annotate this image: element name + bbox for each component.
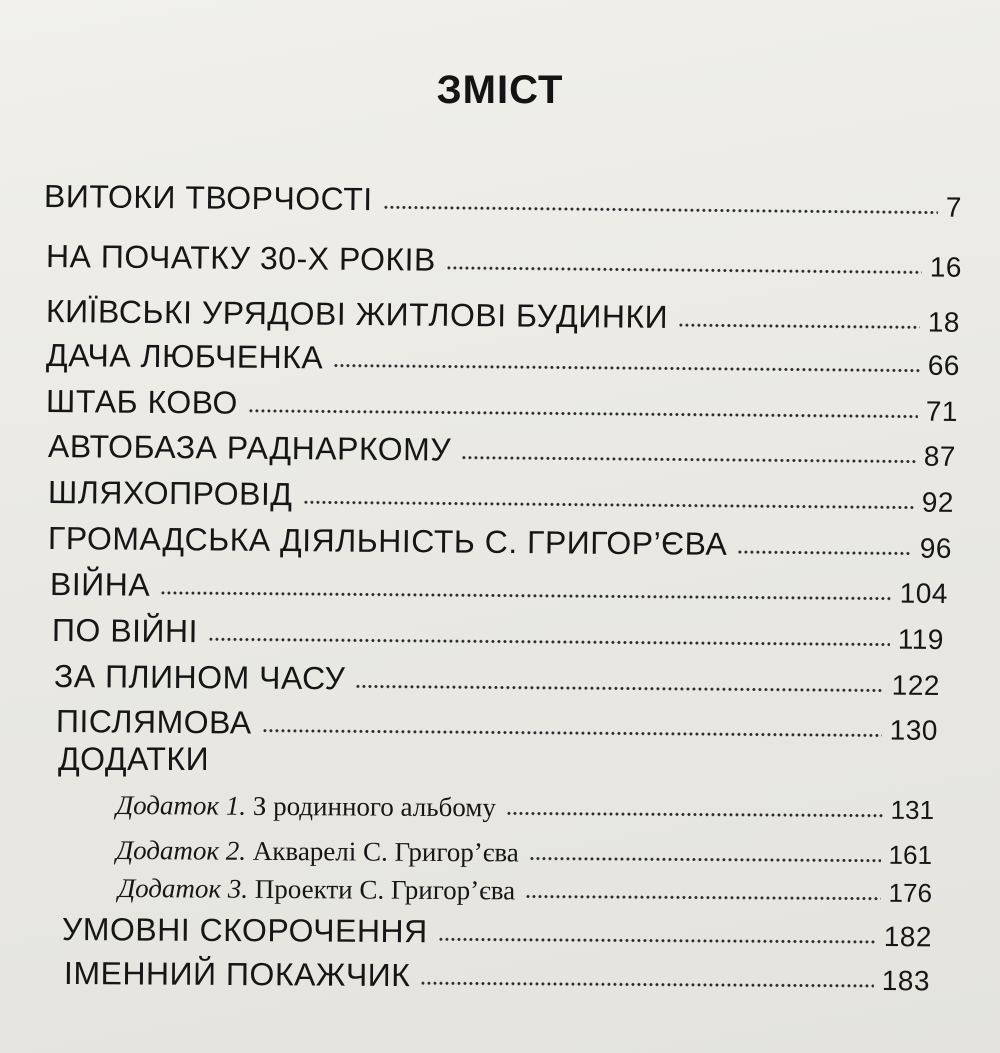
dot-leader xyxy=(525,891,881,903)
toc-entry-title: УМОВНІ СКОРОЧЕННЯ xyxy=(61,911,428,950)
toc-entry xyxy=(48,428,956,473)
toc-entry xyxy=(44,178,962,224)
dot-leader xyxy=(737,547,912,559)
dot-leader xyxy=(529,854,881,866)
toc-entry xyxy=(50,566,948,610)
dot-leader xyxy=(383,202,938,217)
toc-entry xyxy=(48,520,952,565)
toc-entry-title: ВІЙНА xyxy=(49,566,151,603)
appendix-heading: ДОДАТКИ xyxy=(58,741,210,777)
dot-leader xyxy=(248,406,918,422)
toc-entry xyxy=(46,238,962,284)
toc-entry-page: 182 xyxy=(883,921,933,953)
toc-entry-title: ІМЕННИЙ ПОКАЖЧИК xyxy=(63,955,411,994)
toc-entry-title: ПО ВІЙНІ xyxy=(51,612,199,650)
appendix-entry-prefix: Додаток 3. xyxy=(117,873,249,904)
dot-leader xyxy=(438,934,876,947)
toc-entry-page: 16 xyxy=(929,251,963,283)
appendix-entry-page: 161 xyxy=(888,839,933,870)
toc-entry-page: 96 xyxy=(919,532,953,564)
toc-entry-title: КИЇВСЬКІ УРЯДОВІ ЖИТЛОВІ БУДИНКИ xyxy=(45,293,669,335)
appendix-entry-title xyxy=(118,873,515,906)
toc-entry-title: ЗА ПЛИНОМ ЧАСУ xyxy=(53,658,346,697)
toc-entry xyxy=(64,955,930,997)
appendix-entry-page: 176 xyxy=(888,877,933,908)
toc-entry xyxy=(62,911,932,953)
toc-entry-page: 87 xyxy=(923,440,957,472)
toc-entry-title: ВИТОКИ ТВОРЧОСТІ xyxy=(43,178,373,218)
toc-entry-page: 92 xyxy=(921,486,955,518)
dot-leader xyxy=(678,320,920,332)
toc-entry-title: ПІСЛЯМОВА xyxy=(55,703,252,741)
appendix-entry-prefix: Додаток 1. xyxy=(115,790,247,821)
toc-entry xyxy=(54,658,940,702)
appendix-entry-page: 131 xyxy=(890,794,935,825)
toc-entry-title: ШЛЯХОПРОВІД xyxy=(47,474,293,513)
toc-entry-page: 122 xyxy=(891,669,941,701)
dot-leader xyxy=(262,726,882,741)
toc-entry xyxy=(52,612,944,656)
appendix-entry xyxy=(116,790,934,826)
toc-entry-title: ДАЧА ЛЮБЧЕНКА xyxy=(45,337,324,376)
toc-entry-page: 66 xyxy=(927,349,961,381)
appendix-entry-title xyxy=(116,835,519,868)
toc-entry xyxy=(46,293,960,339)
dot-leader xyxy=(302,497,913,512)
toc-entry-title: ШТАБ КОВО xyxy=(45,383,239,421)
toc-entry-page: 104 xyxy=(899,577,949,610)
dot-leader xyxy=(333,361,920,376)
toc-entry-page: 119 xyxy=(897,623,945,656)
toc-entry-page: 71 xyxy=(925,395,959,427)
appendix-entry-label: Акварелі С. Григор’єва xyxy=(252,835,519,868)
toc-entry-title: АВТОБАЗА РАДНАРКОМУ xyxy=(47,428,452,468)
dot-leader xyxy=(355,681,883,695)
toc-entry-page: 7 xyxy=(945,191,963,223)
toc-entry-title: ГРОМАДСЬКА ДІЯЛЬНІСТЬ С. ГРИГОР’ЄВА xyxy=(47,520,728,562)
dot-leader xyxy=(461,453,916,467)
toc-entry-page: 130 xyxy=(889,714,939,746)
appendix-entry xyxy=(116,835,932,871)
toc-entry xyxy=(46,383,958,428)
appendix-entry-label: Проекти С. Григор’єва xyxy=(254,873,516,906)
toc-entry-title: НА ПОЧАТКУ 30-Х РОКІВ xyxy=(45,238,437,278)
dot-leader xyxy=(420,978,873,991)
appendix-entry-label: З родинного альбому xyxy=(252,790,497,823)
appendix-entry-title xyxy=(116,790,496,823)
page-title: ЗМІСТ xyxy=(436,68,564,112)
dot-leader xyxy=(208,634,890,649)
toc-entry xyxy=(48,474,954,519)
dot-leader xyxy=(506,808,883,820)
appendix-entry xyxy=(118,873,932,909)
toc-entry xyxy=(46,337,960,382)
toc-entry-page: 183 xyxy=(881,964,931,997)
dot-leader xyxy=(160,588,892,604)
dot-leader xyxy=(446,263,922,278)
toc-entry-page: 18 xyxy=(927,306,961,338)
appendix-entry-prefix: Додаток 2. xyxy=(115,835,247,866)
